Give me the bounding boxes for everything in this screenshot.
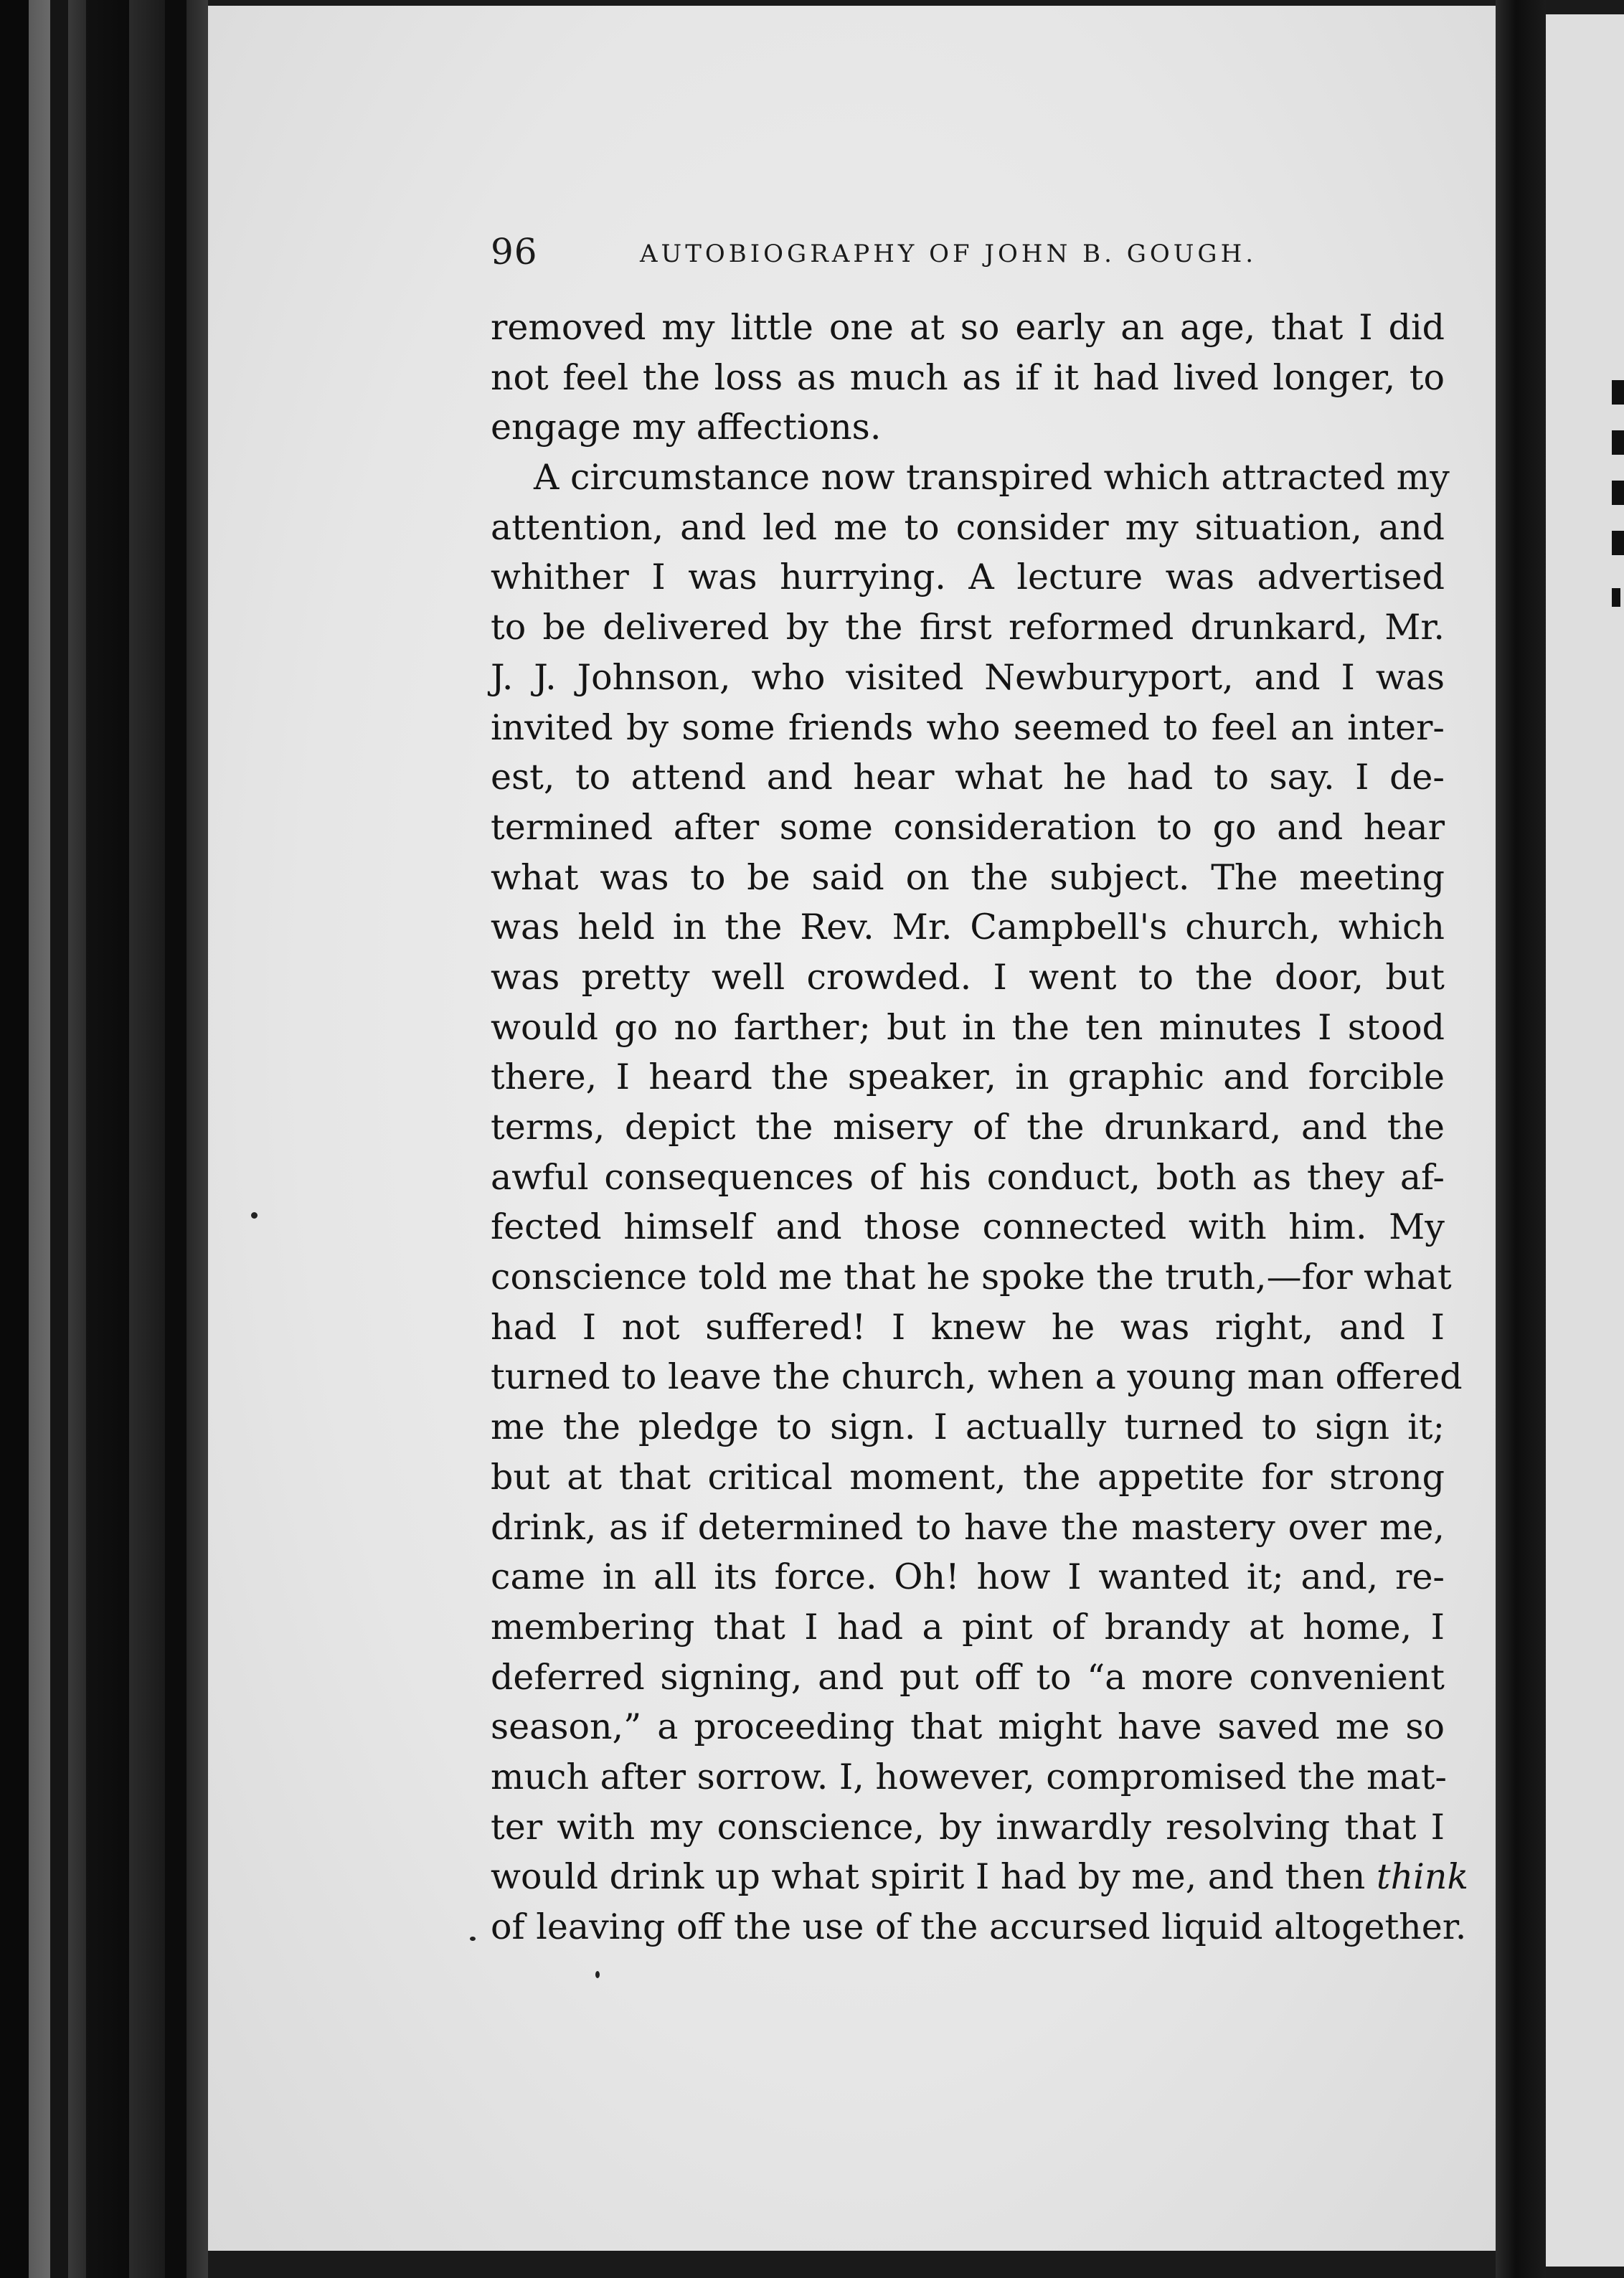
text-line: season,” a proceeding that might have saved me so (491, 1706, 1445, 1748)
text-line: terms, depict the misery of the drunkard, and the (491, 1107, 1445, 1148)
running-head: AUTOBIOGRAPHY OF JOHN B. GOUGH. (640, 240, 1257, 268)
italic-word: think (1376, 1856, 1469, 1898)
adjacent-page-text-fragment (1612, 588, 1620, 607)
adjacent-page-edge (1546, 14, 1624, 2267)
body-text (491, 303, 1469, 1952)
text-line-segment: would drink up what spirit I had by me, and then (491, 1856, 1366, 1898)
text-line: would go no farther; but in the ten minutes I stood (491, 1006, 1445, 1048)
text-line: what was to be said on the subject. The meeting (491, 856, 1445, 898)
text-line: of leaving off the use of the accursed liquid altogether. (491, 1906, 1467, 1947)
text-line: est, to attend and hear what he had to say. I de- (491, 757, 1445, 798)
text-line: was held in the Rev. Mr. Campbell's church, which (491, 907, 1445, 948)
adjacent-page-text-fragment (1612, 430, 1624, 455)
text-line: J. J. Johnson, who visited Newburyport, and I was (491, 656, 1445, 698)
text-line: turned to leave the church, when a young man offered (491, 1356, 1463, 1398)
text-line: ter with my conscience, by inwardly resolving that I (491, 1806, 1445, 1848)
adjacent-page-text-fragment (1612, 380, 1624, 405)
text-line: drink, as if determined to have the mastery over me, (491, 1506, 1445, 1548)
text-line: came in all its force. Oh! how I wanted it; and, re- (491, 1556, 1445, 1598)
page-header (283, 231, 1441, 281)
scan-speck (470, 1937, 476, 1941)
text-line: whither I was hurrying. A lecture was advertised (491, 557, 1445, 598)
text-line: but at that critical moment, the appetite for strong (491, 1456, 1445, 1498)
text-line: much after sorrow. I, however, compromised the mat- (491, 1756, 1447, 1797)
book-binding-edge (0, 0, 208, 2278)
text-line-with-italic (491, 1852, 1469, 1902)
page-number: 96 (491, 231, 538, 273)
adjacent-page-text-fragment (1612, 531, 1624, 555)
text-line: attention, and led me to consider my situation, and (491, 506, 1445, 548)
text-line: conscience told me that he spoke the truth,—for what (491, 1257, 1452, 1298)
adjacent-page-text-fragment (1612, 481, 1624, 505)
text-line: to be delivered by the first reformed drunkard, Mr. (491, 607, 1445, 648)
book-gutter (1496, 0, 1546, 2278)
scan-speck (595, 1971, 600, 1978)
text-line: membering that I had a pint of brandy at home, I (491, 1606, 1445, 1648)
text-line: had I not suffered! I knew he was right, and I (491, 1306, 1445, 1348)
text-line: removed my little one at so early an age, that I did (491, 307, 1445, 348)
text-line: deferred signing, and put off to “a more convenient (491, 1656, 1445, 1698)
text-line: not feel the loss as much as if it had lived longer, to (491, 356, 1445, 398)
text-line: was pretty well crowded. I went to the door, but (491, 956, 1445, 998)
text-line: awful consequences of his conduct, both as they af- (491, 1156, 1445, 1198)
text-line: invited by some friends who seemed to feel an inter- (491, 706, 1445, 748)
text-line: me the pledge to sign. I actually turned to sign it; (491, 1407, 1445, 1448)
text-line: A circumstance now transpired which attracted my (534, 457, 1450, 498)
text-line: termined after some consideration to go and hear (491, 806, 1445, 848)
scan-speck (251, 1212, 258, 1219)
text-line: engage my affections. (491, 407, 882, 448)
text-line: there, I heard the speaker, in graphic and forcible (491, 1057, 1445, 1098)
text-line: fected himself and those connected with him. My (491, 1206, 1445, 1248)
